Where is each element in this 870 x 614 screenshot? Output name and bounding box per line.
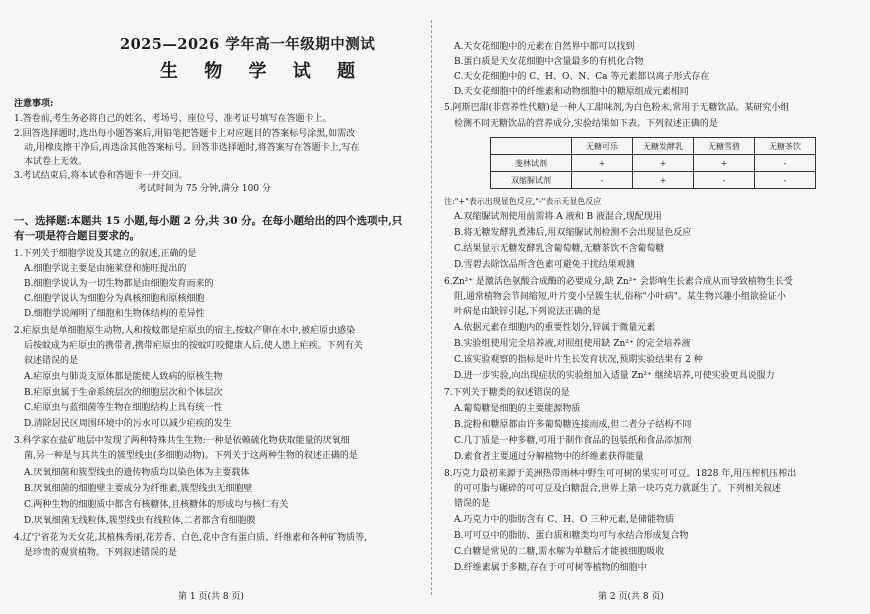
table-note: 注:"+"表示出现显色反应,"-"表示无显色反应	[444, 197, 602, 206]
option-text: A.双缩脲试剂使用前需将 A 液和 B 液混合,现配现用	[454, 212, 662, 222]
section-heading: 一、选择题:本题共 15 小题,每小题 2 分,共 30 分。在每小题给出的四个选项中,只	[14, 215, 403, 227]
question-text: 阻,通常植物会节间缩短,叶片变小呈簇生状,俗称"小叶病"。某生物兴趣小组欲验证小	[454, 292, 786, 302]
option-text: A.巧克力中的脂肪含有 C、H、O 三种元素,是储能物质	[454, 515, 675, 525]
option-text: D.雪碧去除饮品所含色素可避免干扰结果观测	[454, 260, 635, 270]
option-text: D.细胞学说阐明了细胞和生物体结构的差异性	[24, 309, 205, 319]
option-text: A.依据元素在细胞内的重要性划分,锌属于微量元素	[454, 323, 656, 333]
table-cell: 双缩脲试剂	[491, 172, 572, 189]
question-text: 菌,另一种是与其共生的簇型线虫(多细胞动物)。下列关于这两种生物的叙述正确的是	[24, 451, 358, 461]
notice-line: 动,用橡皮擦干净后,再选涂其他答案标号。回答非选择题时,将答案写在答题卡上,写在	[24, 143, 360, 153]
table-header-cell: 无糖可乐	[572, 138, 633, 155]
table-row	[491, 155, 816, 172]
option-text: B.疟原虫属于生命系统层次的细胞层次和个体层次	[24, 388, 223, 398]
page-1	[10, 0, 430, 614]
option-text: A.天女花细胞中的元素在自然界中都可以找到	[454, 42, 635, 52]
question-text: 1.下列关于细胞学说及其建立的叙述,正确的是	[14, 249, 197, 259]
question-text: 是珍贵的观赏植物。下列叙述错误的是	[24, 548, 178, 558]
table-cell: -	[694, 172, 755, 189]
option-text: C.白糖是常见的二糖,需水解为单糖后才能被细胞吸收	[454, 547, 665, 557]
option-text: B.蛋白质是天女花细胞中含量最多的有机化合物	[454, 57, 644, 67]
exam-title: 2025—2026 学年高一年级期中测试	[120, 36, 376, 53]
notice-line: 1.答卷前,考生务必将自己的姓名、考场号、座位号、准考证号填写在答题卡上。	[14, 114, 332, 124]
question-text: 8.巧克力最初来源于美洲热带雨林中野生可可树的果实可可豆。1828 年,用压榨机压榨出	[444, 469, 797, 479]
notice-title: 注意事项:	[14, 99, 54, 109]
option-text: B.可可豆中的脂肪、蛋白质和糖类均可与水结合形成复合物	[454, 531, 689, 541]
option-text: C.该实验观察的指标是叶片生长发育状况,预期实验结果有 2 种	[454, 355, 703, 365]
table-header-row	[491, 138, 816, 155]
exam-info: 考试时间为 75 分钟,满分 100 分	[138, 184, 271, 194]
option-text: C.结果显示无糖发酵乳含葡萄糖,无糖茶饮不含葡萄糖	[454, 244, 665, 254]
option-text: D.进一步实验,向出现症状的实验组加入适量 Zn²⁺ 继续培养,可使实验更具说服力	[454, 371, 775, 381]
option-text: D.天女花细胞中的纤维素和动物细胞中的糖原组成元素相同	[454, 87, 689, 97]
option-text: C.天女花细胞中的 C、H、O、N、Ca 等元素都以离子形式存在	[454, 72, 710, 82]
option-text: B.淀粉和糖原都由许多葡萄糖连接而成,但二者分子结构不同	[454, 420, 692, 430]
option-text: D.厌氧细菌无线粒体,簇型线虫有线粒体,二者都含有细胞膜	[24, 516, 256, 526]
question-text: 3.科学家在盐矿地层中发现了两种特殊共生生物:一种是依赖硫化物获取能量的厌氧细	[14, 436, 350, 446]
question-text: 7.下列关于糖类的叙述错误的是	[444, 388, 570, 398]
notice-line: 3.考试结束后,将本试卷和答题卡一并交回。	[14, 171, 188, 181]
section-heading: 有一项是符合题目要求的。	[14, 230, 140, 242]
option-text: C.细胞学说认为细胞分为真核细胞和原核细胞	[24, 294, 205, 304]
option-text: B.厌氧细菌的细胞壁主要成分为纤维素,簇型线虫无细胞壁	[24, 484, 253, 494]
table-cell: +	[572, 155, 633, 172]
table-header-cell	[491, 138, 572, 155]
option-text: C.几丁质是一种多糖,可用于制作食品的包装纸和食品添加剂	[454, 436, 692, 446]
table-header-cell: 无糖雪碧	[694, 138, 755, 155]
option-text: C.两种生物的细胞质中都含有核糖体,且核糖体的形成均与核仁有关	[24, 500, 289, 510]
table-cell: +	[633, 155, 694, 172]
option-text: B.实验组使用完全培养液,对照组使用缺 Zn²⁺ 的完全培养液	[454, 339, 691, 349]
option-text: D.纤维素属于多糖,存在于可可树等植物的细胞中	[454, 563, 647, 573]
option-text: B.细胞学说认为一切生物都是由细胞发育而来的	[24, 279, 214, 289]
table-cell: -	[755, 172, 816, 189]
option-text: A.疟原虫与肺炎支原体都是能使人致病的原核生物	[24, 372, 223, 382]
question-text: 检测不同无糖饮品的营养成分,实验结果如下表。下列叙述正确的是	[454, 119, 718, 129]
page-number: 第 2 页(共 8 页)	[598, 592, 664, 602]
table-cell: 斐林试剂	[491, 155, 572, 172]
question-text: 6.Zn²⁺ 是激活色氨酸合成酶的必要成分,缺 Zn²⁺ 会影响生长素合成从而导致植物生长受	[444, 277, 793, 287]
page-number: 第 1 页(共 8 页)	[178, 592, 244, 602]
option-text: D.清除居民区周围环境中的污水可以减少疟疾的发生	[24, 419, 232, 429]
table-header-cell: 无糖发酵乳	[633, 138, 694, 155]
question-text: 叶病是由缺锌引起,下列说法正确的是	[454, 307, 601, 317]
table-cell: -	[572, 172, 633, 189]
option-text: D.素食者主要通过分解植物中的纤维素获得能量	[454, 452, 644, 462]
results-table	[490, 137, 816, 189]
notice-line: 本试卷上无效。	[24, 157, 88, 167]
option-text: B.将无糖发酵乳煮沸后,用双缩脲试剂检测不会出现显色反应	[454, 228, 692, 238]
question-text: 2.疟原虫是单细胞原生动物,人和按蚊都是疟原虫的宿主,按蚊产卵在水中,被疟原虫感染	[14, 326, 356, 336]
table-row	[491, 172, 816, 189]
table-cell: +	[633, 172, 694, 189]
question-text: 的可可脂与碾碎的可可豆及白糖混合,世界上第一块巧克力就诞生了。下列相关叙述	[454, 484, 781, 494]
option-text: A.细胞学说主要是由施莱登和施旺提出的	[24, 264, 187, 274]
notice-line: 2.回答选择题时,选出每小题答案后,用铅笔把答题卡上对应题目的答案标号涂黑,如需改	[14, 129, 356, 139]
subject-title: 生 物 学 试 题	[160, 61, 366, 82]
question-text: 后按蚊成为疟原虫的携带者,携带疟原虫的按蚊叮咬健康人后,使人患上疟疾。下列有关	[24, 341, 363, 351]
option-text: A.厌氧细菌和簇型线虫的遗传物质均以染色体为主要载体	[24, 468, 250, 478]
question-text: 4.辽宁省花为天女花,其植株秀丽,花芳香、白色,花中含有蛋白质、纤维素和各种矿物质等,	[14, 533, 368, 543]
table-header-cell: 无糖茶饮	[755, 138, 816, 155]
option-text: A.葡萄糖是细胞的主要能源物质	[454, 404, 581, 414]
table-cell: -	[755, 155, 816, 172]
question-text: 错误的是	[454, 499, 491, 509]
question-text: 5.阿斯巴甜(非营养性代糖)是一种人工甜味剂,为白色粉末,常用于无糖饮品。某研究小组	[444, 103, 790, 113]
question-text: 叙述错误的是	[24, 356, 79, 366]
page-2	[440, 0, 860, 614]
column-divider	[431, 20, 432, 595]
table-cell: +	[694, 155, 755, 172]
option-text: C.疟原虫与蓝细菌等生物在细胞结构上具有统一性	[24, 403, 223, 413]
